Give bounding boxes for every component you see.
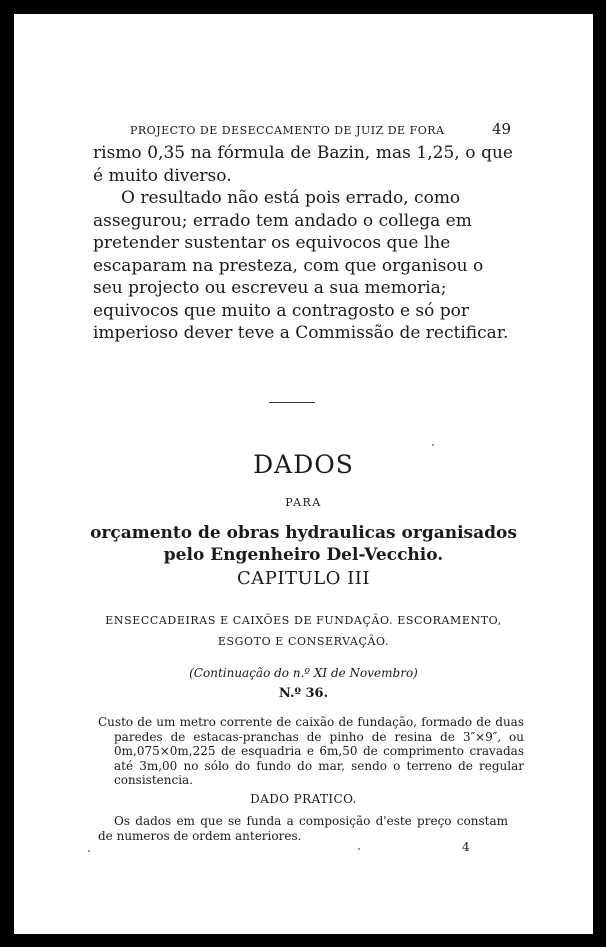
document-page xyxy=(14,14,593,934)
print-speck xyxy=(432,444,434,446)
section-title: DADOS xyxy=(253,450,354,479)
chapter-heading-line-1: ENSECCADEIRAS E CAIXÕES DE FUNDAÇÃO. ESCORAMENTO, xyxy=(105,614,502,627)
chapter-title: CAPITULO III xyxy=(237,568,370,589)
closing-paragraph: Os dados em que se funda a composição d'este preço constam de numeros de ordem anteriores. xyxy=(98,814,508,843)
running-head xyxy=(14,120,593,144)
body-paragraph-2: O resultado não está pois errado, como assegurou; errado tem andado o collega em pretender sustentar os equivocos que lhe escaparam na presteza, com que organisou o seu projecto ou escreveu a sua memoria; equivocos que muito a contragosto e só por imperioso dever teve a Commissão de rectificar. xyxy=(93,188,509,343)
running-title: PROJECTO DE DESECCAMENTO DE JUIZ DE FORA xyxy=(130,124,445,137)
section-divider xyxy=(269,402,315,403)
body-paragraph-1: rismo 0,35 na fórmula de Bazin, mas 1,25, o que é muito diverso. xyxy=(93,143,513,186)
section-subtitle xyxy=(14,522,593,566)
closing-text xyxy=(98,814,508,844)
signature-mark: 4 xyxy=(462,840,470,854)
body-text xyxy=(93,142,513,345)
page-number: 49 xyxy=(492,120,512,138)
section-para: PARA xyxy=(285,496,322,509)
chapter-heading xyxy=(14,610,593,652)
section-subtitle-line-2: pelo Engenheiro Del-Vecchio. xyxy=(163,545,444,565)
continuation-note: (Continuação do n.º XI de Novembro) xyxy=(189,666,418,680)
dado-pratico-heading: DADO PRATICO. xyxy=(250,792,357,806)
print-speck xyxy=(88,850,90,852)
chapter-heading-line-2: ESGOTO E CONSERVAÇÃO. xyxy=(217,635,390,648)
section-subtitle-line-1: orçamento de obras hydraulicas organisados xyxy=(90,523,517,543)
item-number: N.º 36. xyxy=(278,686,329,701)
print-speck xyxy=(358,848,360,850)
item-description: Custo de um metro corrente de caixão de fundação, formado de duas paredes de estacas-pranchas de pinho de resina de 3″×9″, ou 0m,075×0m,225 de esquadria e 6m,50 de comprimento cravadas até 3m,00 no sólo do fundo do mar, sendo o terreno de regular consistencia. xyxy=(98,715,524,787)
